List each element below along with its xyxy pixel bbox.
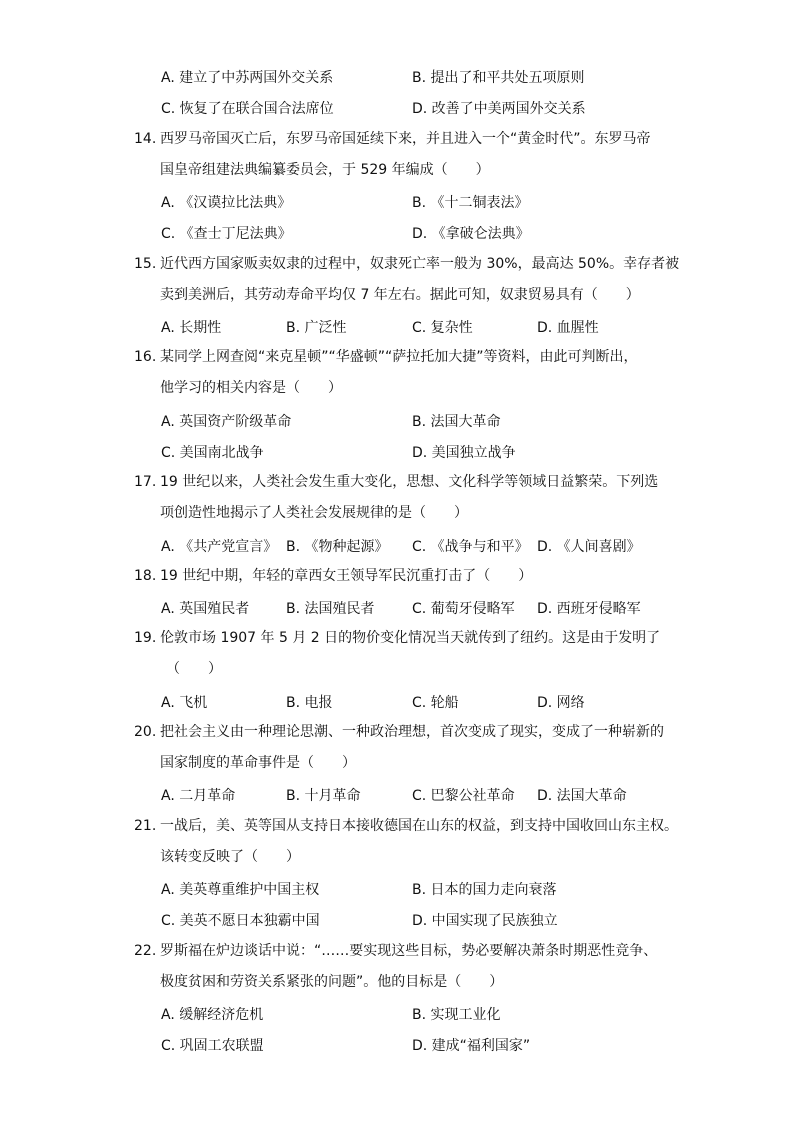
question-text: （ ） <box>166 661 222 677</box>
option-a: A. 二月革命 <box>161 788 236 804</box>
option-d: D. 血腥性 <box>537 320 599 336</box>
q13-option-a: A. 建立了中苏两国外交关系 <box>161 70 334 86</box>
option-b: B. 法国殖民者 <box>286 601 375 617</box>
question-text: 国皇帝组建法典编纂委员会，于 529 年编成（ ） <box>160 162 490 178</box>
question-text: 他学习的相关内容是（ ） <box>160 380 342 396</box>
question-number: 17. <box>134 474 157 490</box>
question-number: 21. <box>134 818 157 834</box>
option-a: A. 《共产党宣言》 <box>161 539 278 555</box>
option-a: A. 美英尊重维护中国主权 <box>161 882 320 898</box>
question-number: 15. <box>134 256 157 272</box>
option-b: B. 日本的国力走向衰落 <box>412 882 557 898</box>
option-a: A. 飞机 <box>161 695 208 711</box>
option-a: A. 缓解经济危机 <box>161 1007 264 1023</box>
option-a: A. 长期性 <box>161 320 222 336</box>
question-text: 极度贫困和劳资关系紧张的问题”。他的目标是（ ） <box>160 974 504 990</box>
option-c: C. 复杂性 <box>412 320 473 336</box>
question-text: 19 世纪中期，年轻的章西女王领导军民沉重打击了（ ） <box>160 568 533 584</box>
option-b: B. 实现工业化 <box>412 1007 501 1023</box>
question-text: 项创造性地揭示了人类社会发展规律的是（ ） <box>160 505 468 521</box>
option-d: D. 网络 <box>537 695 585 711</box>
option-a: A. 《汉谟拉比法典》 <box>161 195 292 211</box>
question-text: 罗斯福在炉边谈话中说：“……要实现这些目标，势必要解决萧条时期恶性竞争、 <box>160 943 658 959</box>
option-b: B. 广泛性 <box>286 320 347 336</box>
option-d: D. 法国大革命 <box>537 788 627 804</box>
option-d: D. 建成“福利国家” <box>412 1038 531 1054</box>
question-text: 一战后，美、英等国从支持日本接收德国在山东的权益，到支持中国收回山东主权。 <box>160 818 678 834</box>
question-text: 把社会主义由一种理论思潮、一种政治理想，首次变成了现实，变成了一种崭新的 <box>160 724 664 740</box>
question-number: 22. <box>134 943 157 959</box>
question-text: 某同学上网查阅“来克星顿”“华盛顿”“萨拉托加大捷”等资料，由此可判断出， <box>160 349 638 365</box>
question-text: 伦敦市场 1907 年 5 月 2 日的物价变化情况当天就传到了纽约。这是由于发明了 <box>160 630 661 646</box>
q13-option-b: B. 提出了和平共处五项原则 <box>412 70 585 86</box>
question-number: 19. <box>134 630 157 646</box>
option-a: A. 英国资产阶级革命 <box>161 414 292 430</box>
option-b: B. 《十二铜表法》 <box>412 195 529 211</box>
option-d: D. 美国独立战争 <box>412 445 516 461</box>
option-b: B. 法国大革命 <box>412 414 501 430</box>
question-text: 近代西方国家贩卖奴隶的过程中，奴隶死亡率一般为 30%，最高达 50%。幸存者被 <box>160 256 680 272</box>
question-number: 16. <box>134 349 157 365</box>
question-number: 18. <box>134 568 157 584</box>
option-d: D. 中国实现了民族独立 <box>412 913 558 929</box>
option-a: A. 英国殖民者 <box>161 601 250 617</box>
option-c: C. 《查士丁尼法典》 <box>161 226 292 242</box>
q13-option-d: D. 改善了中美两国外交关系 <box>412 101 586 117</box>
question-text: 国家制度的革命事件是（ ） <box>160 755 356 771</box>
option-d: D. 《人间喜剧》 <box>537 539 641 555</box>
option-c: C. 《战争与和平》 <box>412 539 529 555</box>
option-b: B. 十月革命 <box>286 788 361 804</box>
option-c: C. 轮船 <box>412 695 459 711</box>
question-number: 14. <box>134 131 157 147</box>
option-c: C. 巴黎公社革命 <box>412 788 515 804</box>
option-d: D. 《拿破仑法典》 <box>412 226 530 242</box>
question-text: 19 世纪以来，人类社会发生重大变化，思想、文化科学等领域日益繁荣。下列选 <box>160 474 659 490</box>
option-c: C. 美国南北战争 <box>161 445 264 461</box>
q13-option-c: C. 恢复了在联合国合法席位 <box>161 101 334 117</box>
option-c: C. 巩固工农联盟 <box>161 1038 264 1054</box>
question-text: 该转变反映了（ ） <box>160 849 300 865</box>
option-b: B. 《物种起源》 <box>286 539 389 555</box>
question-number: 20. <box>134 724 157 740</box>
option-d: D. 西班牙侵略军 <box>537 601 641 617</box>
question-text: 卖到美洲后，其劳动寿命平均仅 7 年左右。据此可知，奴隶贸易具有（ ） <box>160 287 640 303</box>
option-c: C. 美英不愿日本独霸中国 <box>161 913 320 929</box>
option-c: C. 葡萄牙侵略军 <box>412 601 515 617</box>
question-text: 西罗马帝国灭亡后，东罗马帝国延续下来，并且进入一个“黄金时代”。东罗马帝 <box>160 131 651 147</box>
option-b: B. 电报 <box>286 695 333 711</box>
